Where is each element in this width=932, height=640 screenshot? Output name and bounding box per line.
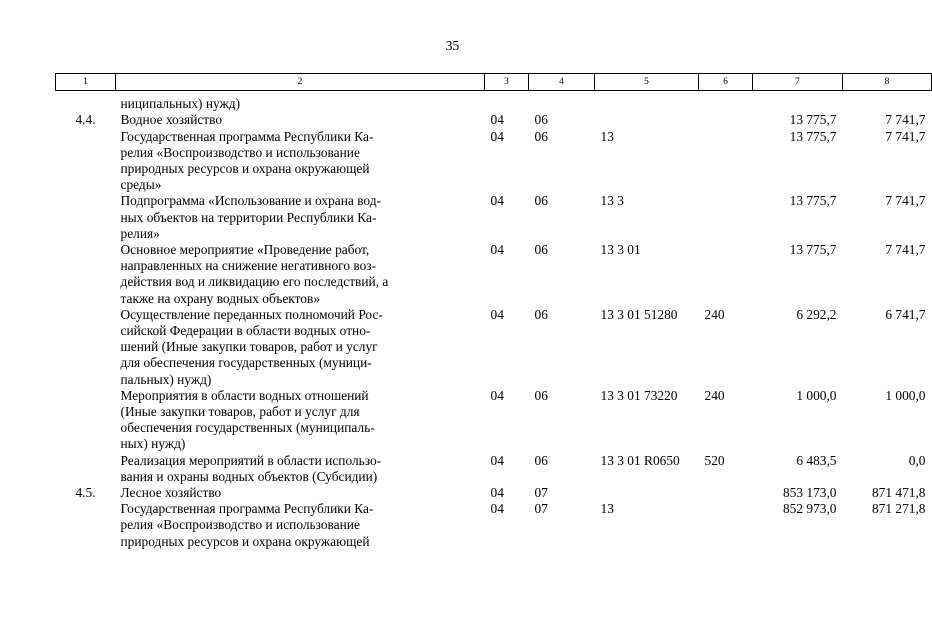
section-code-cell: 04 [490, 501, 504, 517]
description-line: пальных) нужд) [120, 371, 212, 387]
row-description-cell [116, 91, 485, 113]
row-number-cell [56, 388, 116, 453]
amount-year2-cell: 1 000,0 [885, 387, 926, 403]
column-number: 5 [595, 74, 699, 91]
target-article-cell [595, 485, 699, 501]
description-line: релия «Воспроизводство и использование [120, 517, 360, 533]
row-number-cell [56, 501, 116, 550]
page-number: 35 [445, 38, 460, 53]
target-article-cell: 13 3 [600, 193, 624, 209]
section-code-cell: 04 [490, 112, 504, 128]
section-code-cell [485, 91, 529, 113]
target-article-cell: 13 3 01 R0650 [600, 452, 680, 468]
amount-year2-cell: 6 741,7 [885, 306, 926, 322]
section-code-cell: 04 [490, 193, 504, 209]
description-line: Мероприятия в области водных отношений [120, 387, 369, 403]
row-description-cell [116, 112, 485, 128]
section-code-cell: 04 [490, 242, 504, 258]
description-line: Водное хозяйство [120, 112, 223, 128]
target-article-cell: 13 3 01 73220 [600, 387, 678, 403]
description-line: также на охрану водных объектов» [120, 290, 321, 306]
description-line: Реализация мероприятий в области использо- [120, 452, 382, 468]
expense-type-cell [699, 112, 753, 128]
description-line: релия» [120, 225, 160, 241]
description-line: шений (Иные закупки товаров, работ и услуг [120, 339, 378, 355]
description-line: направленных на снижение негативного воз- [120, 258, 377, 274]
column-number: 4 [529, 74, 595, 91]
row-number-cell [56, 307, 116, 388]
section-code-cell: 04 [490, 306, 504, 322]
table-row [56, 501, 932, 550]
amount-year1-cell: 6 483,5 [796, 452, 837, 468]
column-number: 1 [56, 74, 116, 91]
table-row [56, 485, 932, 501]
amount-year1-cell: 13 775,7 [789, 193, 837, 209]
amount-year1-cell: 13 775,7 [789, 128, 837, 144]
row-description-cell [116, 388, 485, 453]
subsection-code-cell: 06 [534, 452, 548, 468]
description-line: (Иные закупки товаров, работ и услуг для [120, 404, 360, 420]
budget-table [55, 73, 932, 550]
description-line: Государственная программа Республики Ка- [120, 501, 374, 517]
description-line: Осуществление переданных полномочий Рос- [120, 306, 383, 322]
description-line: для обеспечения государственных (муници- [120, 355, 372, 371]
table-row [56, 307, 932, 388]
subsection-code-cell: 06 [534, 306, 548, 322]
target-article-cell: 13 [600, 128, 614, 144]
section-code-cell: 04 [490, 452, 504, 468]
subsection-code-cell: 06 [534, 112, 548, 128]
column-number: 2 [116, 74, 485, 91]
amount-year2-cell: 871 471,8 [871, 485, 926, 501]
expense-type-cell [699, 501, 753, 550]
table-row [56, 453, 932, 485]
amount-year1-cell: 13 775,7 [789, 112, 837, 128]
target-article-cell: 13 3 01 51280 [600, 306, 678, 322]
row-number-cell [56, 242, 116, 307]
subsection-code-cell: 07 [534, 485, 548, 501]
description-line: Лесное хозяйство [120, 485, 222, 501]
row-description-cell [116, 485, 485, 501]
amount-year1-cell: 13 775,7 [789, 242, 837, 258]
row-description-cell [116, 501, 485, 550]
amount-year1-cell: 852 973,0 [782, 501, 837, 517]
amount-year1-cell: 853 173,0 [782, 485, 837, 501]
amount-year2-cell: 7 741,7 [885, 112, 926, 128]
description-line: ных объектов на территории Республики Ка- [120, 209, 377, 225]
description-line: вания и охраны водных объектов (Субсидии) [120, 468, 378, 484]
row-number-cell [56, 193, 116, 242]
subsection-code-cell: 07 [534, 501, 548, 517]
table-row [56, 91, 932, 113]
column-number: 8 [843, 74, 932, 91]
expense-type-cell [699, 129, 753, 194]
expense-type-cell: 520 [704, 452, 725, 468]
column-number: 6 [699, 74, 753, 91]
amount-year2-cell [843, 91, 932, 113]
description-line: сийской Федерации в области водных отно- [120, 323, 371, 339]
amount-year2-cell: 7 741,7 [885, 193, 926, 209]
amount-year2-cell: 871 271,8 [871, 501, 926, 517]
description-line: Подпрограмма «Использование и охрана вод- [120, 193, 382, 209]
amount-year1-cell: 6 292,2 [796, 306, 837, 322]
section-code-cell: 04 [490, 387, 504, 403]
subsection-code-cell: 06 [534, 193, 548, 209]
column-number: 7 [753, 74, 843, 91]
row-number-cell: 4.5. [75, 485, 96, 501]
amount-year1-cell [753, 91, 843, 113]
table-row [56, 193, 932, 242]
subsection-code-cell: 06 [534, 128, 548, 144]
amount-year2-cell: 0,0 [908, 452, 926, 468]
target-article-cell [595, 91, 699, 113]
description-line: ниципальных) нужд) [120, 96, 241, 112]
expense-type-cell [699, 242, 753, 307]
table-row [56, 129, 932, 194]
description-line: природных ресурсов и охрана окружающей [120, 533, 370, 549]
table-row [56, 112, 932, 128]
subsection-code-cell: 06 [534, 387, 548, 403]
row-description-cell [116, 193, 485, 242]
amount-year2-cell: 7 741,7 [885, 242, 926, 258]
row-description-cell [116, 453, 485, 485]
expense-type-cell [699, 91, 753, 113]
subsection-code-cell [529, 91, 595, 113]
row-number-cell [56, 91, 116, 113]
expense-type-cell [699, 193, 753, 242]
description-line: ных) нужд) [120, 436, 186, 452]
subsection-code-cell: 06 [534, 242, 548, 258]
target-article-cell: 13 [600, 501, 614, 517]
row-description-cell [116, 307, 485, 388]
description-line: Основное мероприятие «Проведение работ, [120, 242, 370, 258]
description-line: среды» [120, 177, 162, 193]
expense-type-cell: 240 [704, 306, 725, 322]
target-article-cell [595, 112, 699, 128]
row-number-cell [56, 453, 116, 485]
amount-year1-cell: 1 000,0 [796, 387, 837, 403]
column-number-row [56, 74, 932, 91]
target-article-cell: 13 3 01 [600, 242, 641, 258]
table-body [56, 91, 932, 550]
section-code-cell: 04 [490, 485, 504, 501]
description-line: релия «Воспроизводство и использование [120, 144, 360, 160]
description-line: обеспечения государственных (муниципаль- [120, 420, 375, 436]
expense-type-cell: 240 [704, 387, 725, 403]
description-line: действия вод и ликвидацию его последствий, а [120, 274, 389, 290]
row-description-cell [116, 129, 485, 194]
expense-type-cell [699, 485, 753, 501]
column-number: 3 [485, 74, 529, 91]
amount-year2-cell: 7 741,7 [885, 128, 926, 144]
section-code-cell: 04 [490, 128, 504, 144]
table-row [56, 242, 932, 307]
description-line: Государственная программа Республики Ка- [120, 128, 374, 144]
row-description-cell [116, 242, 485, 307]
row-number-cell: 4.4. [75, 112, 96, 128]
description-line: природных ресурсов и охрана окружающей [120, 161, 370, 177]
row-number-cell [56, 129, 116, 194]
table-row [56, 388, 932, 453]
